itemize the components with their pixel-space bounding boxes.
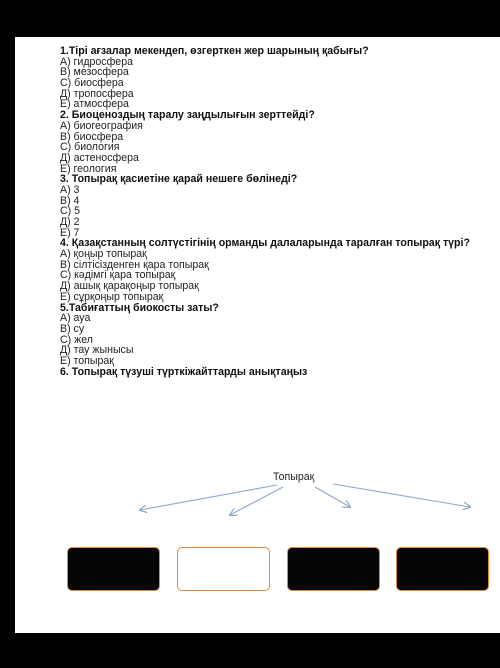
- question-list: [60, 46, 500, 377]
- answer-option: В) сілтісізденген қара топырақ: [60, 258, 209, 271]
- question-text: 4. Қазақстанның солтүстігінің орманды далаларында таралған топырақ түрі?: [60, 237, 470, 250]
- answer-option: С) биология: [60, 141, 120, 154]
- question-text: 3. Топырақ қасиетіне қарай нешеге бөлінеді?: [60, 173, 298, 186]
- answer-option: С) кәдімгі қара топырақ: [60, 269, 176, 282]
- answer-option: А) гидросфера: [60, 55, 133, 68]
- answer-option: А) ауа: [60, 312, 91, 325]
- answer-option: С) биосфера: [60, 77, 124, 90]
- answer-option: В) су: [60, 322, 85, 335]
- factor-box-4: [396, 547, 489, 591]
- question-text: 2. Биоценоздың таралу заңдылығын зерттейді?: [60, 109, 315, 122]
- factor-box-2: [177, 547, 270, 591]
- answer-option: Д) тропосфера: [60, 87, 134, 100]
- diagram-center-label: Топырақ: [273, 471, 315, 483]
- answer-option: В) биосфера: [60, 130, 124, 143]
- answer-option: Е) сұрқоңыр топырақ: [60, 290, 164, 303]
- factor-box-1: [67, 547, 160, 591]
- answer-option: Е) 7: [60, 226, 80, 239]
- arrow-to-box-1: [140, 485, 277, 510]
- question-text: 1.Тірі ағзалар мекендеп, өзгерткен жер шарының қабығы?: [60, 45, 369, 57]
- answer-option: А) 3: [60, 183, 80, 196]
- answer-option: Д) астеносфера: [60, 151, 139, 164]
- answer-option: Е) атмосфера: [60, 98, 129, 111]
- question-text: 6. Топырақ түзуші түрткіжайттарды анықтаңыз: [60, 365, 308, 378]
- arrow-to-box-4: [333, 484, 470, 507]
- answer-option: А) биогеография: [60, 119, 143, 132]
- answer-option: Е) геология: [60, 162, 117, 175]
- answer-option: В) 4: [60, 194, 80, 207]
- answer-option: С) жел: [60, 333, 93, 346]
- answer-option: Д) ашық қарақоңыр топырақ: [60, 280, 199, 293]
- arrow-to-box-3: [315, 487, 350, 507]
- answer-option: Д) тау жынысы: [60, 344, 134, 357]
- soil-factors-diagram: [15, 467, 500, 633]
- worksheet-page: [15, 37, 500, 633]
- answer-option: А) қоңыр топырақ: [60, 248, 147, 261]
- answer-option: С) 5: [60, 205, 81, 218]
- factor-box-3: [287, 547, 380, 591]
- question-text: 5.Табиғаттың биокосты заты?: [60, 301, 219, 314]
- answer-option: В) мезосфера: [60, 66, 129, 79]
- answer-option: Е) топырақ: [60, 354, 114, 367]
- arrow-to-box-2: [230, 487, 283, 515]
- answer-option: Д) 2: [60, 216, 80, 228]
